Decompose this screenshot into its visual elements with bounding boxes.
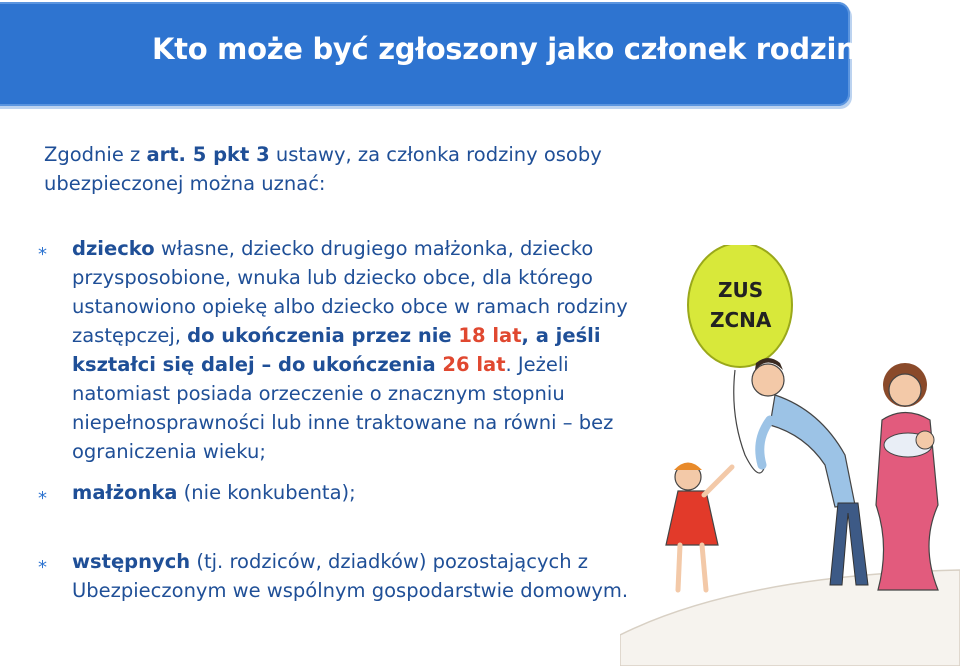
balloon-text-2: ZCNA (710, 308, 772, 332)
list-item-child (72, 234, 672, 466)
item-bold: do ukończenia przez nie (187, 324, 459, 347)
item-text: (tj. rodziców, dziadków) pozostających z Ubezpieczonym we wspólnym gospodarstwie domowym. (72, 550, 629, 602)
intro-paragraph (44, 140, 644, 198)
intro-text-a: Zgodnie z (44, 143, 147, 166)
age-limit-26: 26 lat (442, 353, 506, 376)
bullet-icon: * (38, 557, 47, 578)
intro-text-c: ustawy, za członka rodziny osoby ubezpieczonej można uznać: (44, 143, 602, 195)
list-item-ascendants (72, 547, 672, 605)
item-text: (nie konkubenta); (177, 481, 356, 504)
item-text: . Jeżeli natomiast posiada orzeczenie o znacznym stopniu niepełnosprawności lub inne traktowane na równi – bez ograniczenia wieku; (72, 353, 614, 463)
list-item-spouse (72, 478, 672, 507)
father-figure (752, 358, 868, 585)
girl-figure (666, 463, 732, 591)
mother-figure (876, 363, 938, 590)
intro-article-ref: art. 5 pkt 3 (146, 143, 270, 166)
term-child: dziecko (72, 237, 155, 260)
balloon-icon (688, 245, 792, 367)
term-spouse: małżonka (72, 481, 178, 504)
bullet-icon: * (38, 488, 47, 509)
bullet-icon: * (38, 244, 47, 265)
page-title: Kto może być zgłoszony jako członek rodziny (152, 32, 876, 66)
age-limit-18: 18 lat (458, 324, 522, 347)
family-illustration (620, 245, 960, 666)
balloon-text-1: ZUS (718, 278, 764, 302)
term-ascendants: wstępnych (72, 550, 191, 573)
item-text: własne, dziecko drugiego małżonka, dziecko przysposobione, wnuka lub dziecko obce, dla którego ustanowiono opiekę albo dziecko obce w ramach rodziny zastępczej, (72, 237, 628, 347)
item-bold: , a jeśli kształci się dalej – do ukończenia (72, 324, 601, 376)
